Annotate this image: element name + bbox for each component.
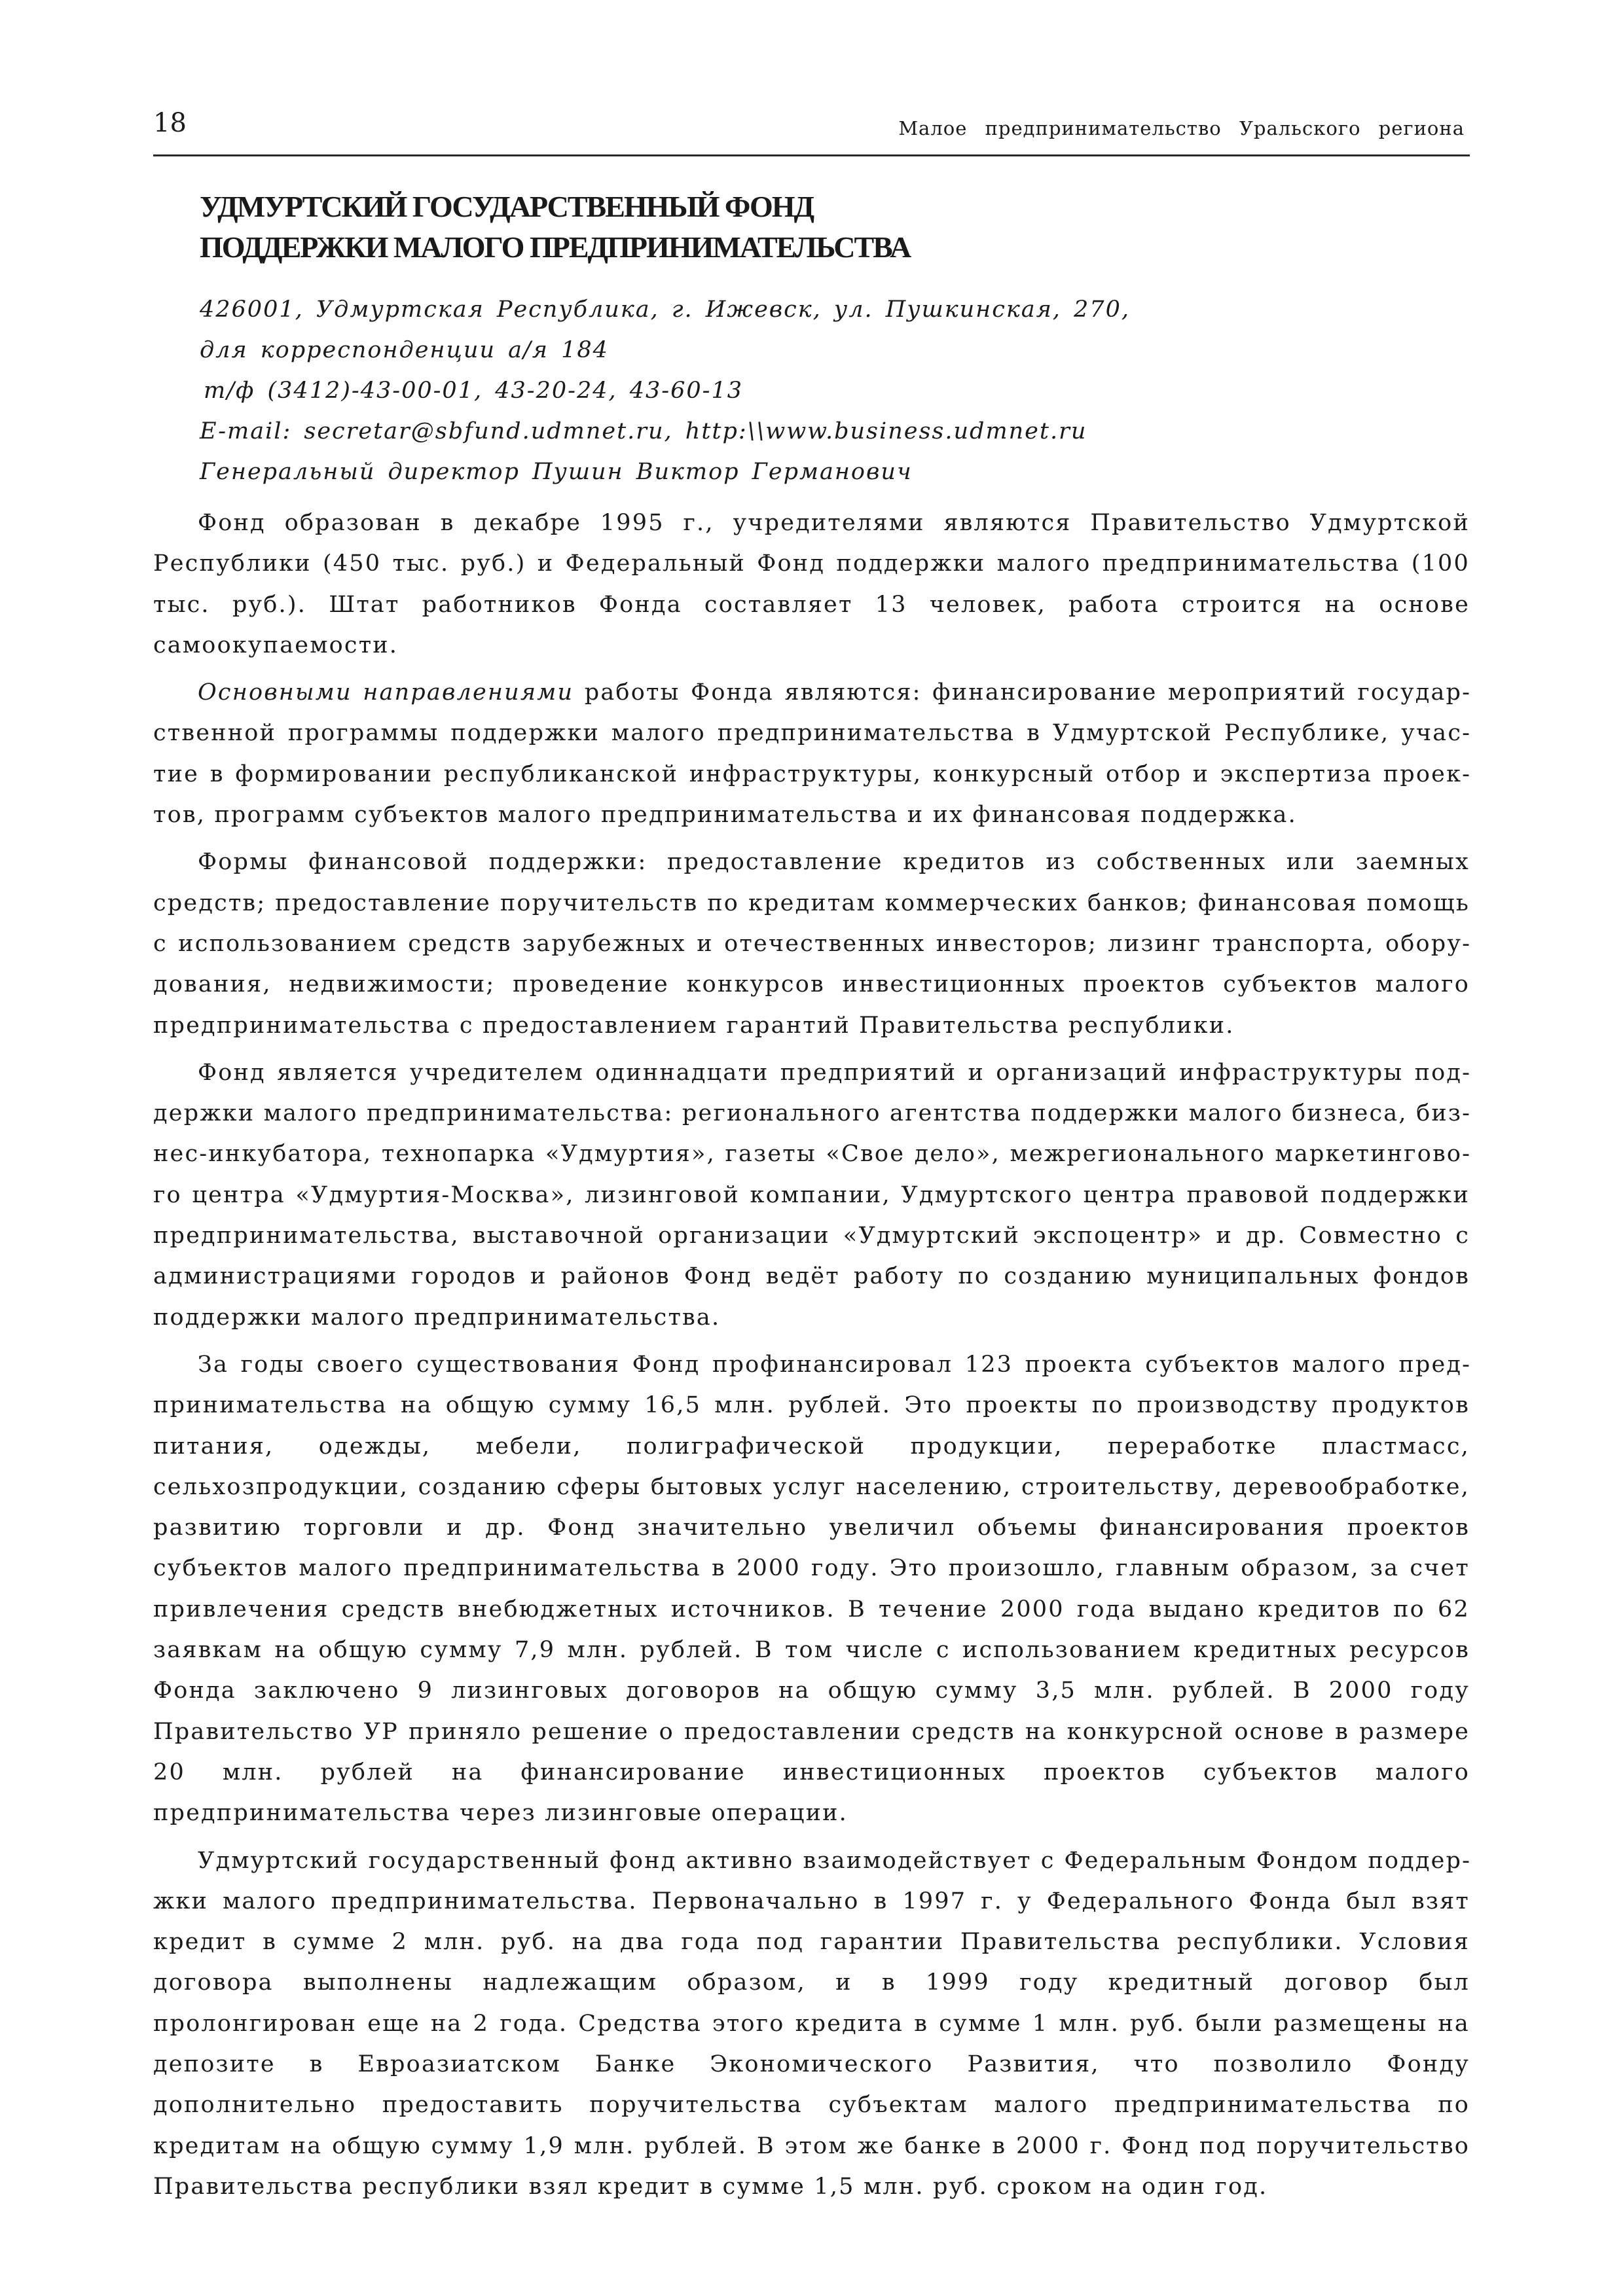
po-box: для корреспонденции а/я 184	[200, 337, 609, 363]
organization-title-line-1: УДМУРТСКИЙ ГОСУДАРСТВЕННЫЙ ФОНД	[200, 190, 814, 223]
paragraph-2-text: работы Фонда являются: финансирование мероприятий государственной программы поддержки малого предпринимательства в Удмуртской Республике, участие в формировании республиканской инфраструктуры, конкурсный отбор и экспертиза проектов, программ субъектов малого предпринимательства и их финансовая поддержка.	[153, 679, 1470, 829]
header-rule	[153, 154, 1470, 156]
paragraph-1: Фонд образован в декабре 1995 г., учредителями являются Правительство Удмуртской Республики (450 тыс. руб.) и Федеральный Фонд поддержки малого предпринимательства (100 тыс. руб.). Штат работников Фонда составляет 13 человек, работа строится на основе самоокупаемости.	[153, 510, 1470, 658]
paragraph-5: За годы своего существования Фонд профинансировал 123 проекта субъектов малого предпринимательства на общую сумму 16,5 млн. рублей. Это проекты по производству продуктов питания, одежды, мебели, полиграфической продукции, переработке пластмасс, сельхозпродукции, созданию сферы бытовых услуг населению, строительству, деревообработке, развитию торговли и др. Фонд значительно увеличил объемы финансирования проектов субъектов малого предпринимательства в 2000 году. Это произошло, главным образом, за счет привлечения средств внебюджетных источников. В течение 2000 года выдано кредитов по 62 заявкам на общую сумму 7,9 млн. рублей. В том числе с использованием кредитных ресурсов Фонда заключено 9 лизинговых договоров на общую сумму 3,5 млн. рублей. В 2000 году Правительство УР приняло решение о предоставлении средств на конкурсной основе в размере 20 млн. рублей на финансирование инвестиционных проектов субъектов малого предпринимательства через лизинговые операции.	[153, 1351, 1470, 1827]
director: Генеральный директор Пушин Виктор Германович	[200, 459, 913, 485]
paragraph-6: Удмуртский государственный фонд активно взаимодействует с Федеральным Фондом поддержки малого предпринимательства. Первоначально в 1997 г. у Федерального Фонда был взят кредит в сумме 2 млн. руб. на два года под гарантии Правительства республики. Условия договора выполнены надлежащим образом, и в 1999 году кредитный договор был пролонгирован еще на 2 года. Средства этого кредита в сумме 1 млн. руб. были размещены на депозите в Евроазиатском Банке Экономического Развития, что позволило Фонду дополнительно предоставить поручительства субъектам малого предпринимательства по кредитам на общую сумму 1,9 млн. рублей. В этом же банке в 2000 г. Фонд под поручительство Правительства республики взял кредит в сумме 1,5 млн. руб. сроком на один год.	[153, 1847, 1470, 2200]
address: 426001, Удмуртская Республика, г. Ижевск, ул. Пушкинская, 270,	[200, 296, 1130, 323]
paragraph-2	[153, 672, 1470, 835]
phone-fax: т/ф (3412)-43-00-01, 43-20-24, 43-60-13	[204, 378, 743, 404]
paragraph-4: Фонд является учредителем одиннадцати предприятий и организаций инфраструктуры поддержки малого предпринимательства: регионального агентства поддержки малого бизнеса, бизнес-инкубатора, технопарка «Удмуртия», газеты «Свое дело», межрегионального маркетингового центра «Удмуртия-Москва», лизинговой компании, Удмуртского центра правовой поддержки предпринимательства, выставочной организации «Удмуртский экспоцентр» и др. Совместно с администрациями городов и районов Фонд ведёт работу по созданию муниципальных фондов поддержки малого предпринимательства.	[153, 1059, 1470, 1331]
organization-title	[200, 187, 1378, 268]
contact-block	[200, 289, 1130, 492]
page-number: 18	[153, 108, 187, 138]
organization-title-line-2: ПОДДЕРЖКИ МАЛОГО ПРЕДПРИНИМАТЕЛЬСТВА	[200, 230, 911, 264]
running-title: Малое предпринимательство Уральского региона	[898, 117, 1465, 139]
paragraph-2-emphasis: Основными направлениями	[198, 679, 574, 706]
paragraph-3: Формы финансовой поддержки: предоставление кредитов из собственных или заемных средств; предоставление поручительств по кредитам коммерческих банков; финансовая помощь с использованием средств зарубежных и отечественных инвесторов; лизинг транспорта, оборудования, недвижимости; проведение конкурсов инвестиционных проектов субъектов малого предпринимательства с предоставлением гарантий Правительства республики.	[153, 849, 1470, 1039]
email-website: E-mail: secretar@sbfund.udmnet.ru, http:\\www.business.udmnet.ru	[200, 418, 1087, 444]
article-body	[153, 503, 1470, 2214]
